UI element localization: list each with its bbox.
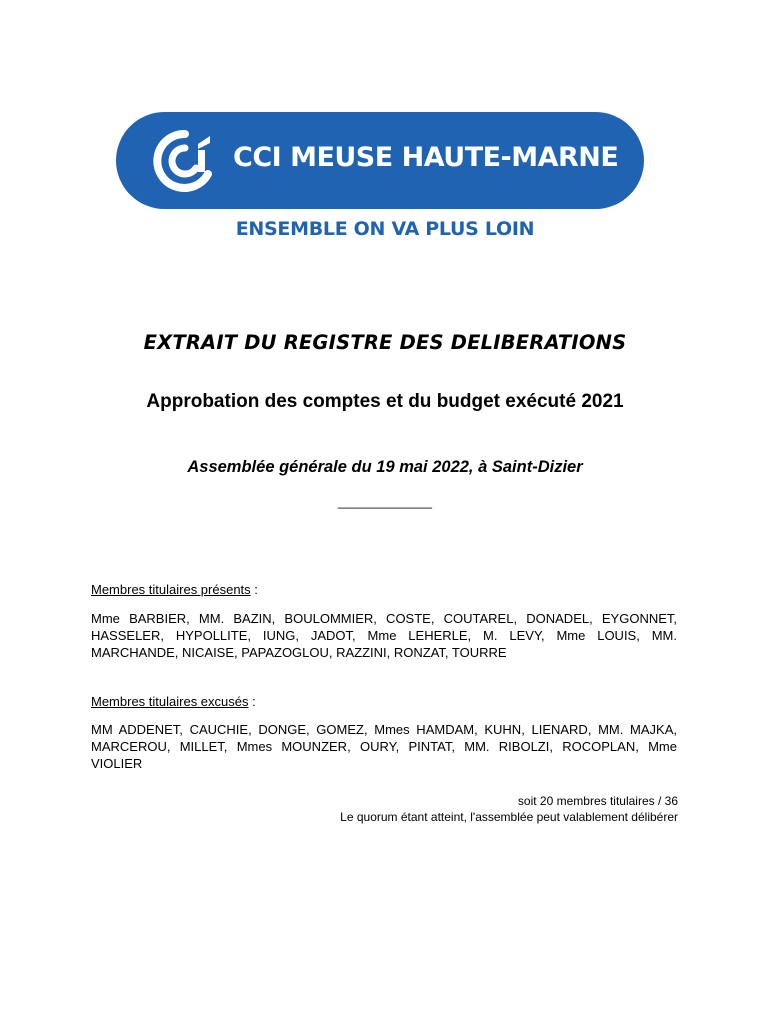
present-members-heading bbox=[91, 582, 258, 597]
separator-line: _____________ bbox=[338, 494, 432, 509]
organization-name: CCI MEUSE HAUTE-MARNE bbox=[233, 142, 619, 173]
document-subject: Approbation des comptes et du budget exécuté 2021 bbox=[146, 391, 624, 412]
quorum-statement: Le quorum étant atteint, l'assemblée peut valablement délibérer bbox=[340, 810, 678, 824]
cci-logo-banner bbox=[116, 112, 644, 209]
quorum-count: soit 20 membres titulaires / 36 bbox=[517, 794, 678, 808]
present-members-list: Mme BARBIER, MM. BAZIN, BOULOMMIER, COSTE, COUTAREL, DONADEL, EYGONNET, HASSELER, HYPOLLITE, IUNG, JADOT, Mme LEHERLE, M. LEVY, Mme LOUIS, MM. MARCHANDE, NICAISE, PAPAZOGLOU, RAZZINI, RONZAT, TOURRE bbox=[91, 611, 677, 660]
quorum-block bbox=[340, 793, 678, 825]
excused-members-heading bbox=[91, 694, 256, 709]
present-members-label: Membres titulaires présents bbox=[91, 582, 251, 597]
excused-members-colon: : bbox=[248, 694, 256, 709]
excused-members-label: Membres titulaires excusés bbox=[91, 694, 249, 709]
excused-members-list: MM ADDENET, CAUCHIE, DONGE, GOMEZ, Mmes HAMDAM, KUHN, LIENARD, MM. MAJKA, MARCEROU, MILLET, Mmes MOUNZER, OURY, PINTAT, MM. RIBOLZI, ROCOPLAN, Mme VIOLIER bbox=[91, 722, 677, 771]
document-title: EXTRAIT DU REGISTRE DES DELIBERATIONS bbox=[143, 331, 627, 354]
tagline: ENSEMBLE ON VA PLUS LOIN bbox=[235, 218, 535, 240]
present-members-colon: : bbox=[250, 582, 258, 597]
meeting-info: Assemblée générale du 19 mai 2022, à Saint-Dizier bbox=[187, 458, 583, 476]
cci-logo-icon bbox=[152, 128, 218, 194]
